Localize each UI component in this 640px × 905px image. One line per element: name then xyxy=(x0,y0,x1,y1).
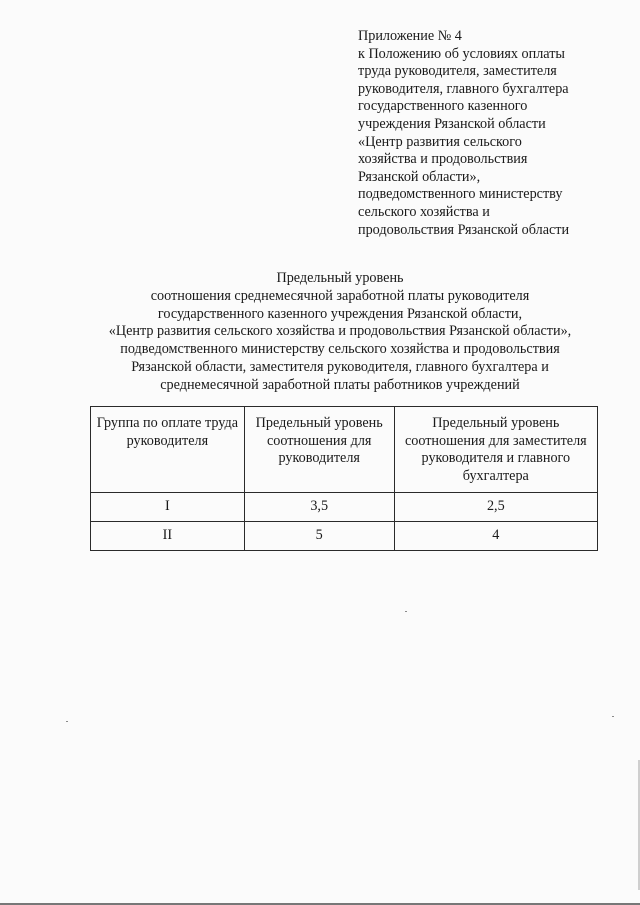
scan-speck xyxy=(612,716,614,717)
header-head-ratio: Предельный уровень соотношения для руководителя xyxy=(244,407,394,493)
appendix-line: Рязанской области», xyxy=(358,168,481,185)
table-row xyxy=(91,522,598,551)
appendix-line: к Положению об условиях оплаты xyxy=(358,45,565,62)
appendix-line: Приложение № 4 xyxy=(358,28,462,44)
title-line: Рязанской области, заместителя руководителя, главного бухгалтера и xyxy=(131,358,549,375)
deputy-ratio-cell: 4 xyxy=(394,522,597,551)
appendix-line: «Центр развития сельского xyxy=(358,133,522,150)
appendix-line: хозяйства и продовольствия xyxy=(358,151,528,168)
group-cell: II xyxy=(91,522,245,551)
head-ratio-cell: 5 xyxy=(244,522,394,551)
header-deputy-ratio: Предельный уровень соотношения для заместителя руководителя и главного бухгалтера xyxy=(394,407,597,493)
appendix-line: государственного казенного xyxy=(358,98,528,115)
head-ratio-cell: 3,5 xyxy=(244,493,394,522)
header-group: Группа по оплате труда руководителя xyxy=(91,407,245,493)
appendix-line: руководителя, главного бухгалтера xyxy=(358,80,569,97)
title-line: среднемесячной заработной платы работников учреждений xyxy=(160,376,520,393)
appendix-line: сельского хозяйства и xyxy=(358,203,490,220)
appendix-block xyxy=(358,28,628,239)
appendix-line: труда руководителя, заместителя xyxy=(358,63,557,80)
appendix-line: учреждения Рязанской области xyxy=(358,115,546,132)
group-cell: I xyxy=(91,493,245,522)
deputy-ratio-cell: 2,5 xyxy=(394,493,597,522)
title-line: подведомственного министерству сельского хозяйства и продовольствия xyxy=(120,341,560,358)
document-title xyxy=(60,270,620,395)
title-line: Предельный уровень xyxy=(276,270,404,286)
scan-speck xyxy=(66,721,68,722)
title-line: соотношения среднемесячной заработной платы руководителя xyxy=(150,287,530,304)
appendix-line: подведомственного министерству xyxy=(358,186,563,203)
table-header-row xyxy=(91,407,598,493)
table-row xyxy=(91,493,598,522)
scan-speck xyxy=(405,611,407,612)
title-line: «Центр развития сельского хозяйства и продовольствия Рязанской области», xyxy=(108,323,572,340)
ratio-table xyxy=(90,406,598,551)
title-line: государственного казенного учреждения Рязанской области, xyxy=(157,305,523,322)
appendix-line: продовольствия Рязанской области xyxy=(358,221,570,238)
